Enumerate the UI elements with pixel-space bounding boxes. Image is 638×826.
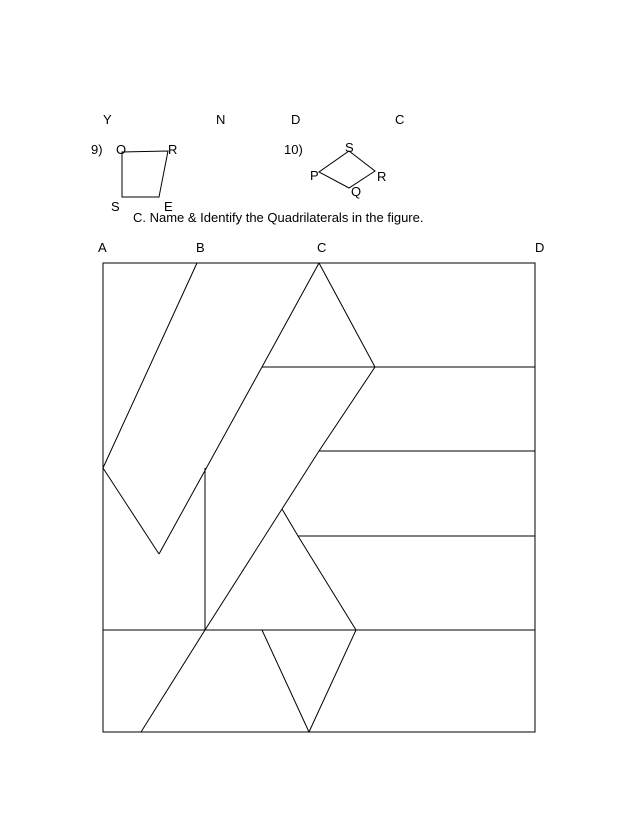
figure-label-a: A [98, 240, 107, 255]
problem-9-number: 9) [91, 142, 103, 157]
p9-vertex-o: O [116, 142, 127, 157]
top-row-letter-d: D [291, 112, 301, 127]
p9-vertex-r: R [168, 142, 178, 157]
section-c-heading: C. Name & Identify the Quadrilaterals in the figure. [133, 210, 424, 225]
problem-10-number: 10) [284, 142, 303, 157]
figure-label-b: B [196, 240, 205, 255]
figure-label-c: C [317, 240, 327, 255]
outer-square [103, 263, 535, 732]
main-figure [103, 263, 535, 732]
top-row-letter-n: N [216, 112, 226, 127]
p10-vertex-s: S [345, 140, 354, 155]
p10-vertex-p: P [310, 168, 319, 183]
p9-vertex-s: S [111, 199, 120, 214]
p10-vertex-q: Q [351, 184, 362, 199]
p10-vertex-r: R [377, 169, 387, 184]
p9-vertex-e: E [164, 199, 173, 214]
top-row-letter-c: C [395, 112, 405, 127]
figure-label-d: D [535, 240, 545, 255]
p10-rhombus [319, 151, 375, 188]
top-row-letter-y: Y [103, 112, 112, 127]
p9-quadrilateral [122, 151, 168, 197]
